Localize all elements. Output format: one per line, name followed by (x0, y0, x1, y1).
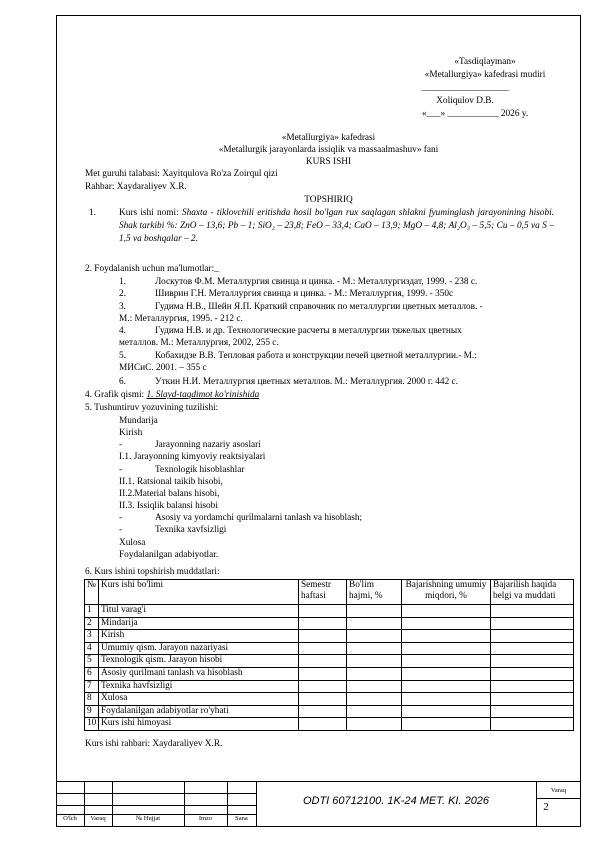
row-number: 1 (85, 605, 99, 618)
structure-item: II.2.Material balans hisobi, (119, 489, 220, 499)
literature-number: 5. (119, 351, 126, 361)
row-number: 3 (85, 630, 99, 643)
row-number: 7 (85, 680, 99, 693)
empty-cell (347, 667, 402, 680)
empty-cell (299, 718, 347, 731)
graphic-lead: 4. Grafik qismi: (85, 390, 147, 400)
empty-cell (347, 605, 402, 618)
item1-number: 1. (89, 208, 96, 218)
empty-cell (402, 642, 491, 655)
row-section: Foydalanilgan adabiyotlar ro'yhati (99, 705, 299, 718)
empty-cell (347, 705, 402, 718)
empty-cell (402, 718, 491, 731)
empty-cell (347, 693, 402, 706)
approval-blank: _____________________ (421, 83, 509, 93)
structure-item: II.3. Issiqlik balansi hisobi (119, 501, 218, 511)
literature-item: Уткин Н.И. Металлургия цветных металлов. М.: Металлургия. 2000 г. 442 с. (155, 377, 459, 387)
structure-item: Jarayonning nazariy asoslari (155, 440, 261, 450)
deadlines-title: 6. Kurs ishini topshirish muddatlari: (85, 567, 220, 577)
sheet-label: Varaq (550, 787, 567, 794)
table-row (85, 617, 574, 630)
literature-item: М.: Металлургия, 1995. - 212 с. (119, 314, 243, 324)
col-header-section: Kurs ishi bo'limi (99, 580, 299, 605)
empty-cell (402, 617, 491, 630)
empty-cell (491, 680, 574, 693)
row-number: 6 (85, 667, 99, 680)
empty-cell (402, 667, 491, 680)
literature-item: Гудима Н.В. и др. Технологические расчеты в металлургии тяжелых цветных (155, 326, 462, 336)
empty-cell (491, 642, 574, 655)
item1-body (119, 207, 554, 246)
table-row (85, 655, 574, 668)
row-section: Asosiy qurilmani tanlash va hisoblash (99, 667, 299, 680)
approval-dept: «Metallurgiya» kafedrasi mudiri (424, 70, 546, 80)
structure-dash: - (119, 465, 123, 475)
col-header-number: № (85, 580, 99, 605)
row-number: 2 (85, 617, 99, 630)
col-header-week: Semestr haftasi (299, 580, 347, 605)
approval-name: Xoliqulov D.B. (436, 96, 494, 106)
structure-item: Asosiy va yordamchi qurilmalarni tanlash va hisoblash; (155, 513, 363, 523)
row-section: Kirish (99, 630, 299, 643)
literature-number: 4. (119, 326, 126, 336)
empty-cell (491, 705, 574, 718)
table-header-row (85, 580, 574, 605)
empty-cell (491, 667, 574, 680)
literature-item: МИСиС. 2001. – 355 с (119, 363, 207, 373)
literature-item: Гудима Н.В., Шейн Я.П. Краткий справочник по металлургии цветных металлов. - (155, 302, 483, 312)
empty-cell (402, 705, 491, 718)
structure-title: 5. Tushuntiruv yozuvining tuzilishi: (85, 403, 219, 413)
literature-number: 2. (119, 289, 126, 299)
row-number: 8 (85, 693, 99, 706)
structure-dash: - (119, 513, 123, 523)
stamp-label-sana: Sana (235, 815, 248, 822)
item1-lead: Kurs ishi nomi: (119, 208, 182, 218)
row-number: 5 (85, 655, 99, 668)
literature-item: Кобахидзе В.В. Тепловая работа и конструкции печей цветной металлургии.- М.: (155, 351, 477, 361)
literature-item: Лоскутов Ф.М. Металлургия свинца и цинка. - М.: Металлургиздат, 1999. - 238 с. (155, 277, 478, 287)
empty-cell (299, 693, 347, 706)
empty-cell (299, 630, 347, 643)
row-number: 10 (85, 718, 99, 731)
stamp-label-varaq: Varaq (90, 815, 106, 822)
table-row (85, 705, 574, 718)
sheet-number: 2 (543, 801, 549, 813)
empty-cell (347, 642, 402, 655)
empty-cell (491, 617, 574, 630)
table-row (85, 630, 574, 643)
row-number: 9 (85, 705, 99, 718)
structure-dash: - (119, 440, 123, 450)
deadlines-table (84, 579, 574, 731)
structure-dash: - (119, 525, 123, 535)
row-number: 4 (85, 642, 99, 655)
structure-item: Texnologik hisoblashlar (155, 465, 245, 475)
student-line: Met guruhi talabasi: Xayitqulova Ro'za Zoirqul qizi (85, 169, 278, 179)
literature-title: 2. Foydalanish uchun ma'lumotlar:_ (85, 264, 219, 274)
approval-title: «Tasdiqlayman» (454, 57, 516, 67)
supervisor-bottom: Kurs ishi rahbari: Xaydaraliyev X.R. (85, 739, 223, 749)
row-section: Texnika havfsizligi (99, 680, 299, 693)
approval-date: «___» ___________ 2026 y. (421, 109, 529, 119)
empty-cell (491, 630, 574, 643)
doc-kind: KURS ISHI (305, 157, 352, 167)
subject-name: «Metallurgik jarayonlarda issiqlik va massaalmashuv» fani (218, 145, 439, 155)
supervisor-line: Rahbar: Xaydaraliyev X.R. (85, 182, 187, 192)
department-name: «Metallurgiya» kafedrasi (281, 133, 376, 143)
empty-cell (299, 680, 347, 693)
graphic-value: 1. Slayd-taqdimot ko'rinishida (146, 390, 260, 400)
empty-cell (491, 605, 574, 618)
literature-item: металлов. М.: Металлургия, 2002, 255 с. (119, 338, 279, 348)
table-body (85, 605, 574, 731)
structure-item: Xulosa (119, 538, 146, 548)
empty-cell (402, 680, 491, 693)
row-section: Kurs ishi himoyasi (99, 718, 299, 731)
row-section: Texnologik qism. Jarayon hisobi (99, 655, 299, 668)
empty-cell (299, 655, 347, 668)
table-row (85, 718, 574, 731)
structure-item: II.1. Ratsional taikib hisobi, (119, 477, 223, 487)
empty-cell (491, 655, 574, 668)
structure-item: Foydalanilgan adabiyotlar. (119, 550, 219, 560)
empty-cell (347, 718, 402, 731)
empty-cell (347, 630, 402, 643)
row-section: Xulosa (99, 693, 299, 706)
empty-cell (299, 605, 347, 618)
empty-cell (347, 680, 402, 693)
literature-number: 6. (119, 377, 126, 387)
row-section: Umumiy qism. Jarayon nazariyasi (99, 642, 299, 655)
table-row (85, 693, 574, 706)
literature-item: Шиврин Г.Н. Металлургия свинца и цинка. - М.: Металлургия, 1999. - 350с (155, 289, 454, 299)
table-row (85, 605, 574, 618)
structure-item: Texnika xavfsizligi (155, 525, 227, 535)
table-row (85, 642, 574, 655)
structure-item: Mundarija (119, 416, 158, 426)
table-row (85, 680, 574, 693)
stamp-label-imzo: Imzo (198, 815, 213, 822)
empty-cell (402, 630, 491, 643)
empty-cell (402, 605, 491, 618)
structure-item: I.1. Jarayonning kimyoviy reaktsiyalari (119, 452, 266, 462)
stamp-label-hujjat: № Hujjat (135, 815, 161, 822)
table-row (85, 667, 574, 680)
structure-item: Kirish (119, 428, 143, 438)
col-header-total: Bajarishning umumiy miqdori, % (402, 580, 491, 605)
item1-title: Shaxta - tiklovchili eritishda hosil bo'lgan rux saqlagan shlakni fyuminglash jarayonining hisobi. Shak tarkibi %: ZnO – 13,6; Pb – 1; SiO₂ – 23,8; FeO – 33,4; CaO – 13,9; MgO – 4,8; Al₂O₃ – 5,5; Cu – 0,5 va S – 1,5 va boshqalar – 2. (119, 208, 554, 244)
empty-cell (347, 655, 402, 668)
empty-cell (491, 718, 574, 731)
col-header-mark: Bajarilish haqida belgi va muddati (491, 580, 574, 605)
empty-cell (299, 667, 347, 680)
document-code: ODTI 60712100. 1K-24 MET. KI. 2026 (302, 795, 490, 807)
empty-cell (299, 617, 347, 630)
stamp-label-olch: O'lch (63, 815, 77, 822)
empty-cell (299, 642, 347, 655)
row-section: Titul varag'i (99, 605, 299, 618)
col-header-volume: Bo'lim hajmi, % (347, 580, 402, 605)
empty-cell (347, 617, 402, 630)
row-section: Mindarija (99, 617, 299, 630)
literature-number: 3. (119, 302, 126, 312)
empty-cell (402, 693, 491, 706)
empty-cell (299, 705, 347, 718)
graphic-line (85, 390, 259, 401)
task-title: TOPSHIRIQ (304, 195, 353, 205)
empty-cell (491, 693, 574, 706)
empty-cell (402, 655, 491, 668)
literature-number: 1. (119, 277, 126, 287)
